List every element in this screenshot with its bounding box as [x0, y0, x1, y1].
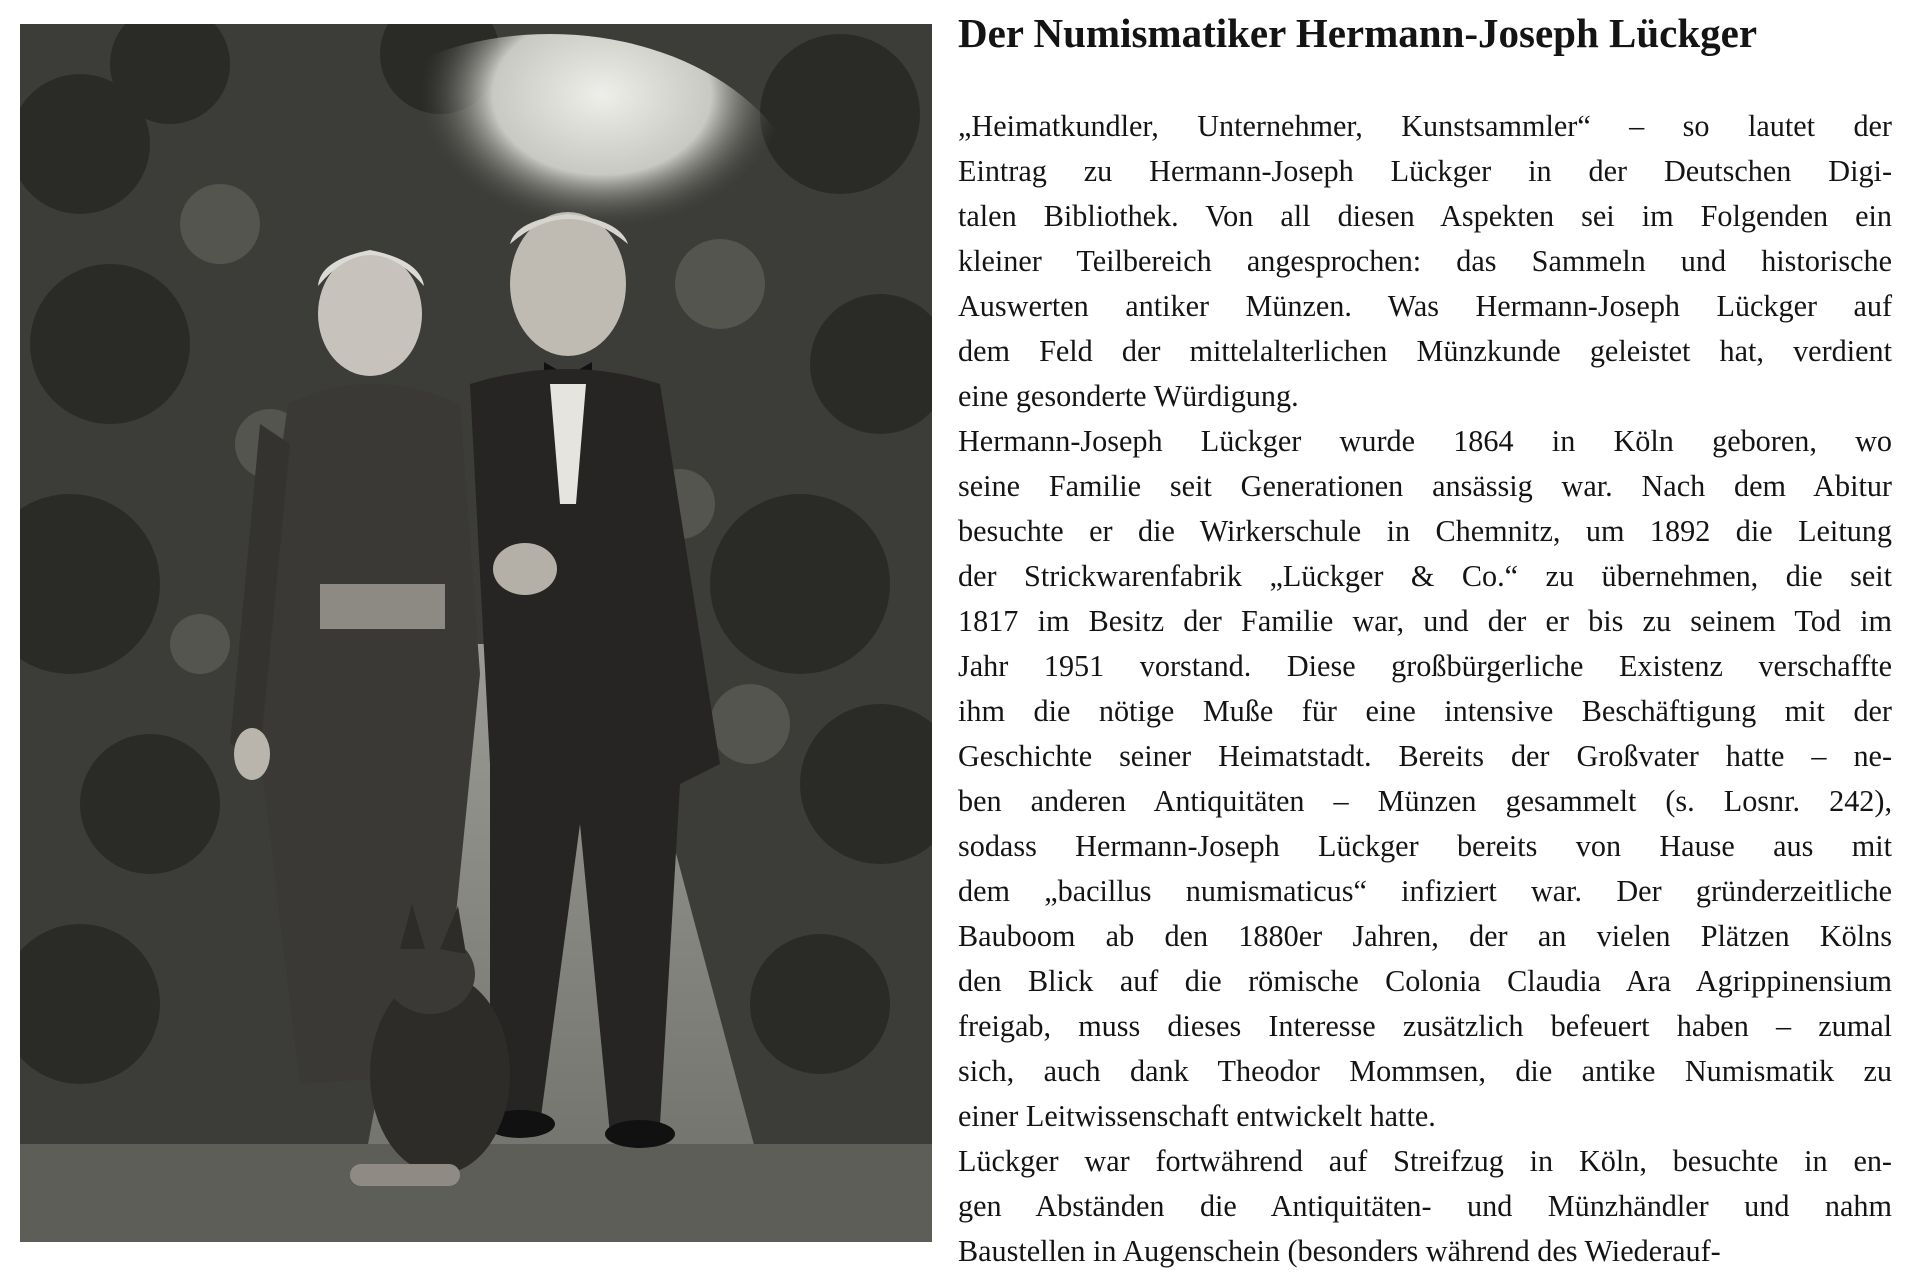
text-line: Bauboom ab den 1880er Jahren, der an vielen Plätzen Kölns — [958, 919, 1892, 953]
text-line: Auswerten antiker Münzen. Was Hermann-Joseph Lückger auf — [958, 289, 1892, 323]
text-line: besuchte er die Wirkerschule in Chemnitz, um 1892 die Leitung — [958, 514, 1892, 548]
text-line: ben anderen Antiquitäten – Münzen gesammelt (s. Losnr. 242), — [958, 784, 1892, 818]
text-line: kleiner Teilbereich angesprochen: das Sammeln und historische — [958, 244, 1892, 278]
text-line: den Blick auf die römische Colonia Claudia Ara Agrippinensium — [958, 964, 1892, 998]
text-line: dem Feld der mittelalterlichen Münzkunde geleistet hat, verdient — [958, 334, 1892, 368]
text-line: sodass Hermann-Joseph Lückger bereits von Hause aus mit — [958, 829, 1892, 863]
text-line: eine gesonderte Würdigung. — [958, 379, 1299, 413]
paragraph — [958, 104, 1892, 419]
text-line: Jahr 1951 vorstand. Diese großbürgerliche Existenz verschaffte — [958, 649, 1892, 683]
text-line: Eintrag zu Hermann-Joseph Lückger in der Deutschen Digi- — [958, 154, 1892, 188]
text-line: sich, auch dank Theodor Mommsen, die antike Numismatik zu — [958, 1054, 1892, 1088]
text-line: freigab, muss dieses Interesse zusätzlich befeuert haben – zumal — [958, 1009, 1892, 1043]
text-line: seine Familie seit Generationen ansässig war. Nach dem Abitur — [958, 469, 1892, 503]
text-line: 1817 im Besitz der Familie war, und der er bis zu seinem Tod im — [958, 604, 1892, 638]
text-line: ihm die nötige Muße für eine intensive Beschäftigung mit der — [958, 694, 1892, 728]
text-line: „Heimatkundler, Unternehmer, Kunstsammler“ – so lautet der — [958, 109, 1892, 143]
text-line: talen Bibliothek. Von all diesen Aspekten sei im Folgenden ein — [958, 199, 1892, 233]
text-line: der Strickwarenfabrik „Lückger & Co.“ zu übernehmen, die seit — [958, 559, 1892, 593]
text-line: Hermann-Joseph Lückger wurde 1864 in Köln geboren, wo — [958, 424, 1892, 458]
text-line: gen Abständen die Antiquitäten- und Münzhändler und nahm — [958, 1189, 1892, 1223]
text-line: Lückger war fortwährend auf Streifzug in Köln, besuchte in en- — [958, 1144, 1892, 1178]
article-body — [958, 104, 1892, 1274]
text-line: einer Leitwissenschaft entwickelt hatte. — [958, 1099, 1436, 1133]
article-title: Der Numismatiker Hermann-Joseph Lückger — [958, 10, 1758, 56]
portrait-photo — [20, 24, 932, 1242]
text-line: Geschichte seiner Heimatstadt. Bereits der Großvater hatte – ne- — [958, 739, 1892, 773]
text-line: Baustellen in Augenschein (besonders während des Wiederauf- — [958, 1234, 1721, 1268]
text-line: dem „bacillus numismaticus“ infiziert war. Der gründerzeitliche — [958, 874, 1892, 908]
paragraph — [958, 419, 1892, 1139]
paragraph — [958, 1139, 1892, 1274]
